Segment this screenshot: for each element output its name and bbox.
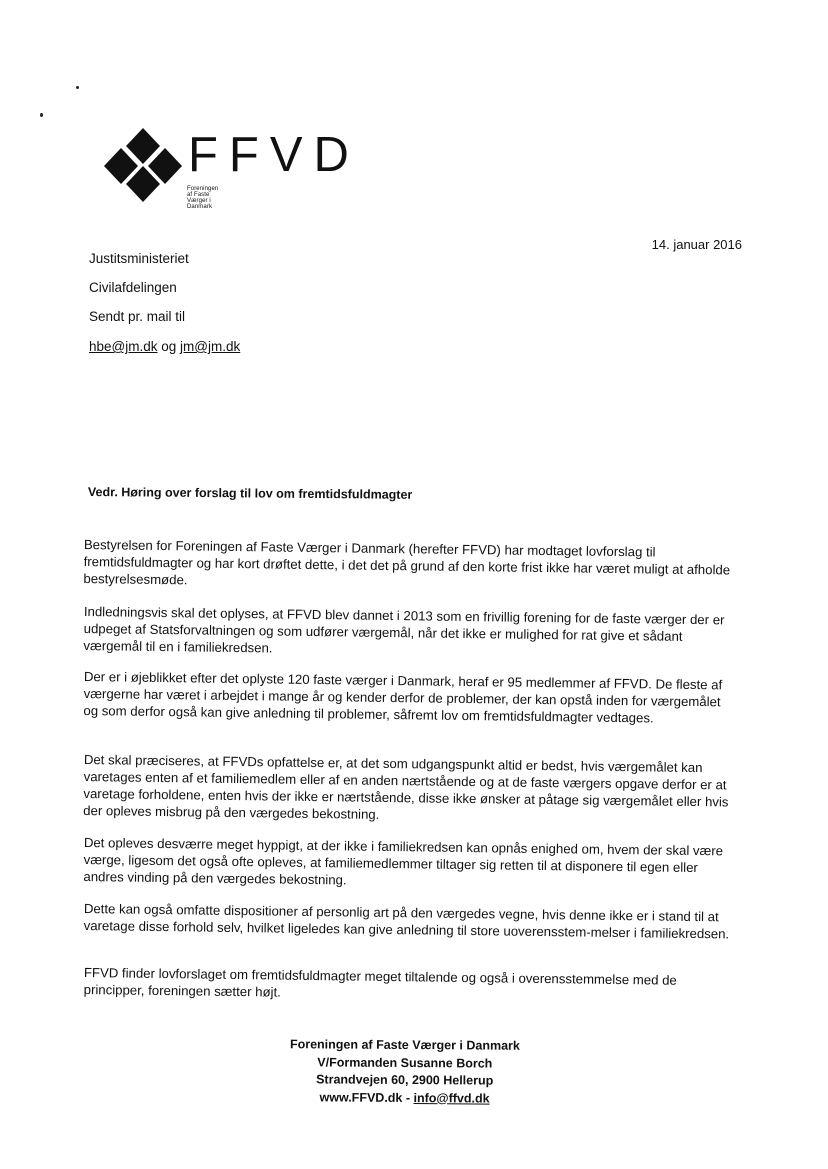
signature-address: Strandvejen 60, 2900 Hellerup xyxy=(316,1072,494,1088)
signature-web: www.FFVD.dk xyxy=(319,1089,403,1105)
signature-chair: V/Formanden Susanne Borch xyxy=(317,1054,493,1071)
signature-separator: - xyxy=(405,1090,411,1105)
logo-subtitle: Foreningen af Faste Værger i Danmark xyxy=(187,186,219,210)
body-paragraph: Dette kan også omfatte dispositioner af personlig art på den værgedes vegne, hvis denne ikke er i stand til at varetage disse forhold selv, hvilket ligeledes kan give anledning til store uoverensstem-melser i familiekredsen. xyxy=(83,900,730,942)
logo-wordmark: FFVD xyxy=(188,128,360,182)
letter-date: 14. januar 2016 xyxy=(651,237,742,252)
signature-org: Foreningen af Faste Værger i Danmark xyxy=(289,1037,520,1053)
scan-speck xyxy=(76,86,79,89)
signature-email-link[interactable]: info@ffvd.dk xyxy=(413,1090,490,1106)
recipient-line-1: Justitsministeriet xyxy=(89,251,189,266)
body-paragraph: Det opleves desværre meget hyppigt, at der ikke i familiekredsen kan opnås enighed om, hvem der skal være værge, ligesom det også ofte opleves, at familiemedlemmer tiltager sig retten til at disponere til egen eller andres vinding på den værgedes bekostning. xyxy=(83,834,724,888)
diamond-logo-icon xyxy=(100,128,186,202)
recipient-line-2: Civilafdelingen xyxy=(89,280,177,295)
body-paragraph: Det skal præciseres, at FFVDs opfattelse er, at det som udgangspunkt altid er bedst, hvis værgemålet kan varetages enten af et familiemedlem eller af en anden nærtstående og at de faste værgers opgave derfor er at varetage forholdene, enten hvis der ikke er nærtstående, disse ikke ønsker at påtage sig værgemålet eller hvis der opleves misbrug på den værgedes bekostning. xyxy=(83,751,729,822)
signature-contact xyxy=(260,1088,550,1108)
body-paragraph: Bestyrelsen for Foreningen af Faste Værger i Danmark (herefter FFVD) har modtaget lovforslag til fremtidsfuldmagter og har kort drøftet dette, i det det på grund af den korte frist ikke har været muligt at afholde bestyrelsesmøde. xyxy=(83,536,731,588)
scan-speck xyxy=(40,113,43,117)
body-paragraph: Indledningsvis skal det oplyses, at FFVD blev dannet i 2013 som en frivillig forening for de faste værger der er udpeget af Statsforvaltningen og som udfører værgemål, når det ikke er mulighed for rat give et sådant værgemål til en i familiekredsen. xyxy=(83,603,725,656)
recipient-emails xyxy=(89,339,240,354)
signature-block xyxy=(260,1036,550,1108)
email-link-jm[interactable]: jm@jm.dk xyxy=(180,339,241,354)
body-paragraph: FFVD finder lovforslaget om fremtidsfuldmagter meget tiltalende og også i overensstemmelse med de principper, foreningen sætter højt. xyxy=(83,964,677,1000)
letter-subject: Vedr. Høring over forslag til lov om fremtidsfuldmagter xyxy=(87,485,413,502)
email-connector: og xyxy=(161,339,177,354)
recipient-line-3: Sendt pr. mail til xyxy=(89,309,186,324)
email-link-hbe[interactable]: hbe@jm.dk xyxy=(89,339,158,354)
body-paragraph: Der er i øjeblikket efter det oplyste 120 faste værger i Danmark, heraf er 95 medlemmer af FFVD. De fleste af værgerne har været i arbejdet i mange år og kender derfor de problemer, der kan opstå inden for værgemålet og som derfor også kan give anledning til problemer, såfremt lov om fremtidsfuldmagter vedtages. xyxy=(83,668,723,726)
